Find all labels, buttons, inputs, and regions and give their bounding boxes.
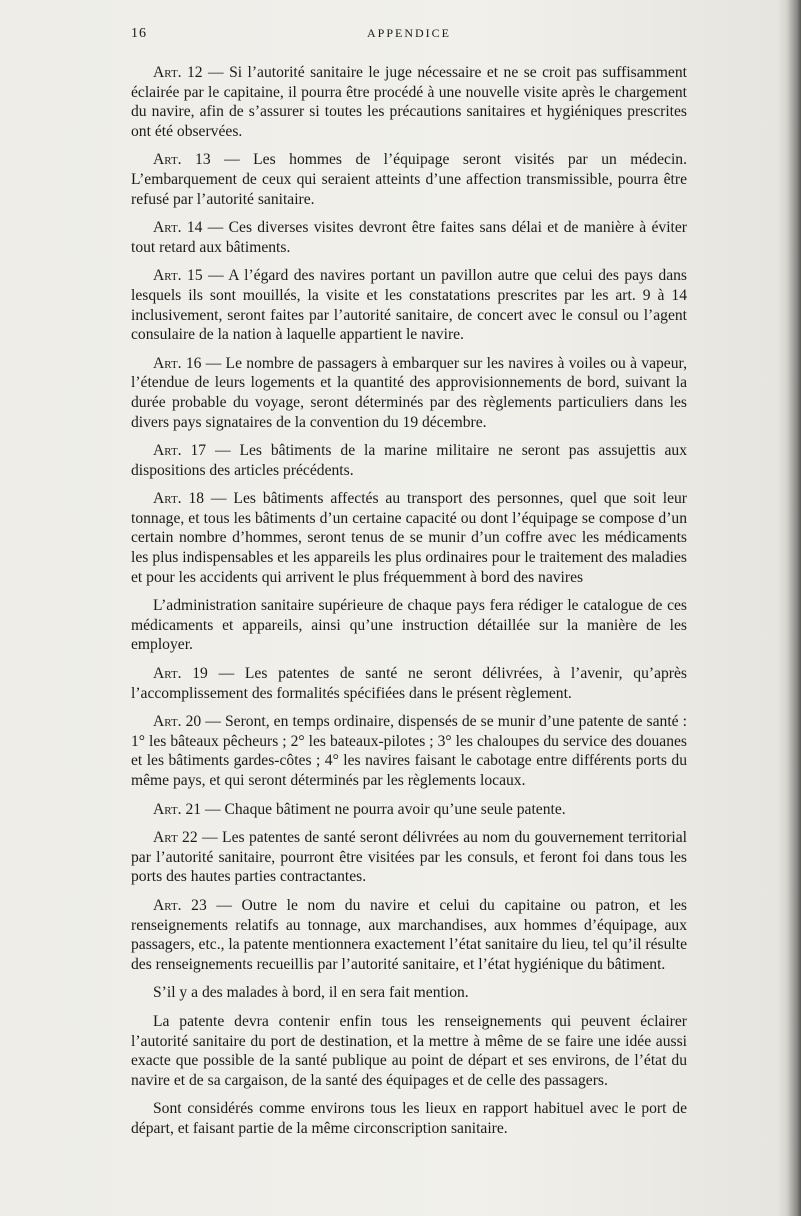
article-23 <box>131 896 687 974</box>
article-20 <box>131 712 687 790</box>
paragraph-text: S’il y a des malades à bord, il en sera fait mention. <box>153 984 469 1002</box>
article-text: — A l’égard des navires portant un pavillon autre que celui des pays dans lesquels ils sont mouillés, la visite et les constatations prescrites par les art. 9 à 14 inclusivement, seront faites par l’autorité sanitaire, de concert avec le consul ou l’agent consulaire de la nation à laquelle appartient le navire. <box>131 267 687 344</box>
article-16 <box>131 354 687 432</box>
paragraph-patente <box>131 1012 687 1090</box>
article-text: — Si l’autorité sanitaire le juge nécessaire et ne se croit pas suffisamment éclairée par le capitaine, il pourra être procédé à une nouvelle visite après le chargement du navire, afin de s’assurer si toutes les précautions sanitaires et hygiéniques prescrites ont été observées. <box>131 64 687 140</box>
article-text: — Les patentes de santé seront délivrées au nom du gouvernement territorial par l’autorité sanitaire, pourront être visitées par les consuls, et feront foi dans tous les ports des hautes parties contractantes. <box>131 829 687 886</box>
paragraph-text: La patente devra contenir enfin tous les renseignements qui peuvent éclairer l’autorité sanitaire du port de destination, et la mettre à même de se faire une idée aussi exacte que possible de la santé publique au point de départ et ses environs, de l’état du navire et de sa cargaison, de la santé des équipages et de celle des passagers. <box>131 1012 687 1089</box>
article-text: — Les bâtiments affectés au transport des personnes, quel que soit leur tonnage, et tous les bâtiments d’un certaine capacité ou dont l’équipage se compose d’un certain nombre d’hommes, seront tenus de se munir d’un coffre avec les médicaments les plus indispensables et les appareils les plus ordinaires pour le traitement des maladies et pour les accidents qui arrivent le plus fréquemment à bord des navires <box>131 490 687 586</box>
article-text: — Les bâtiments de la marine militaire ne seront pas assujettis aux dispositions des articles précédents. <box>131 442 687 479</box>
article-text: — Seront, en temps ordinaire, dispensés de se munir d’une patente de santé : 1° les bâteaux pêcheurs ; 2° les bateaux-pilotes ; 3° les chaloupes du service des douanes et les bâtiments gardes-côtes ; 4° les navires faisant le cabotage entre différents ports du même pays, et qui seront déterminés par les règlements locaux. <box>131 713 687 789</box>
running-head: APPENDICE <box>366 26 451 40</box>
article-18 <box>131 489 687 587</box>
paragraph-environs <box>131 1099 687 1138</box>
article-label: Art. 23 <box>153 896 207 914</box>
article-22 <box>131 828 687 887</box>
paragraph-text: Sont considérés comme environs tous les lieux en rapport habituel avec le port de départ, et faisant partie de la même circonscription sanitaire. <box>131 1100 687 1137</box>
body-text <box>131 63 687 1148</box>
article-label: Art. 12 <box>153 64 203 81</box>
article-label: Art. 14 <box>153 219 203 237</box>
article-label: Art. 15 <box>153 267 203 285</box>
article-21 <box>131 800 687 820</box>
article-text: — Ces diverses visites devront être faites sans délai et de manière à éviter tout retard aux bâtiments. <box>131 219 687 256</box>
article-label: Art. 18 <box>153 490 205 508</box>
page-number: 16 <box>131 26 147 41</box>
article-14 <box>131 218 687 257</box>
article-17 <box>131 441 687 480</box>
article-15 <box>131 266 687 344</box>
article-13 <box>131 150 687 209</box>
article-19 <box>131 664 687 703</box>
page-edge-shadow <box>787 0 801 1216</box>
article-label: Art. 21 <box>153 800 202 818</box>
article-text: — Chaque bâtiment ne pourra avoir qu’une seule patente. <box>201 800 566 818</box>
paragraph-catalogue <box>131 596 687 655</box>
article-label: Art. 20 <box>153 713 202 731</box>
article-label: Art. 17 <box>153 442 207 460</box>
page-header <box>131 26 687 46</box>
article-12 <box>131 63 687 141</box>
article-text: — Les patentes de santé ne seront délivrées, à l’avenir, qu’après l’accomplissement des formalités spécifiées dans le présent règlement. <box>131 665 687 702</box>
paragraph-malades <box>131 983 687 1003</box>
article-text: — Le nombre de passagers à embarquer sur les navires à voiles ou à vapeur, l’étendue de leurs logements et la quantité des approvisionnements de bord, suivant la durée probable du voyage, seront déterminés par des règlements particuliers dans les divers pays signataires de la convention du 19 décembre. <box>131 354 687 431</box>
paragraph-text: L’administration sanitaire supérieure de chaque pays fera rédiger le catalogue de ces médicaments et appareils, ainsi qu’une instruction détaillée sur la manière de les employer. <box>131 597 687 654</box>
article-text: — Outre le nom du navire et celui du capitaine ou patron, et les renseignements relatifs au tonnage, aux marchandises, aux hommes d’équipage, aux passagers, etc., la patente mentionnera exactement l’état sanitaire du lieu, tel qu’il résulte des renseignements recueillis par l’autorité sanitaire, et l’état hygiénique du bâtiment. <box>131 896 687 973</box>
article-label: Art. 13 <box>153 151 211 169</box>
article-text: — Les hommes de l’équipage seront visités par un médecin. L’embarquement de ceux qui seraient atteints d’une affection transmissible, pourra être refusé par l’autorité sanitaire. <box>131 151 687 208</box>
article-label: Art 22 <box>153 829 198 847</box>
article-label: Art. 19 <box>153 665 208 683</box>
article-label: Art. 16 <box>153 354 202 372</box>
